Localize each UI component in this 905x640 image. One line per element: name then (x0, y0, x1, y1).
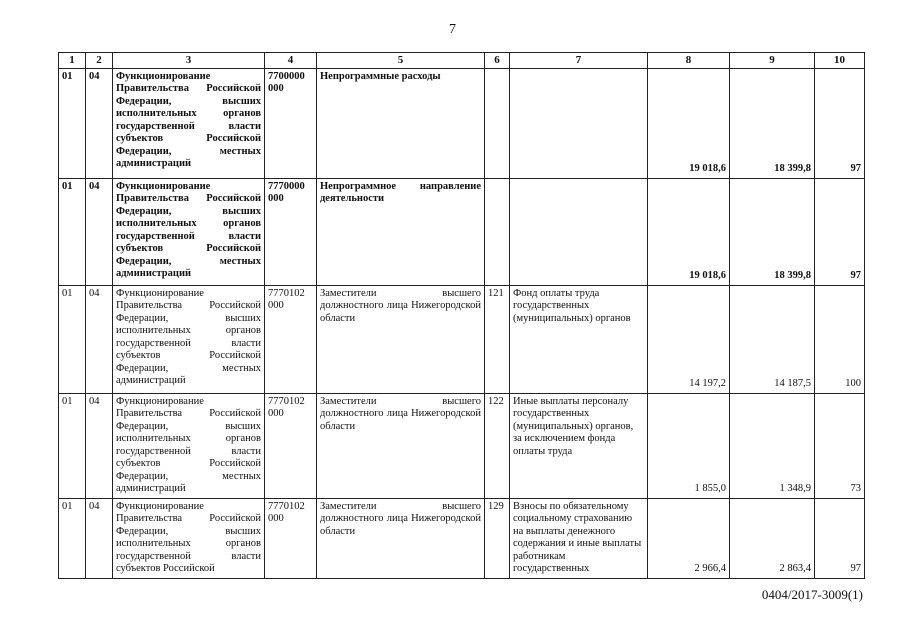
planned-amount: 19 018,6 (648, 178, 730, 285)
planned-amount: 2 966,4 (648, 498, 730, 578)
function-name: Функционирование Правительства Российской Федерации, высших исполнительных органов государственной власти субъектов Российской Федерации, местных администраций (113, 393, 265, 498)
header-cell: 5 (317, 53, 485, 69)
planned-amount: 14 197,2 (648, 285, 730, 393)
subsection-code: 04 (86, 285, 113, 393)
type-name: Фонд оплаты труда государственных (муниципальных) органов (510, 285, 648, 393)
section-code: 01 (59, 285, 86, 393)
budget-table (58, 52, 865, 579)
planned-amount: 1 855,0 (648, 393, 730, 498)
actual-amount: 18 399,8 (730, 68, 815, 178)
type-code: 122 (485, 393, 510, 498)
target-code: 7700000 000 (265, 68, 317, 178)
type-name (510, 178, 648, 285)
table-row (59, 498, 865, 578)
section-code: 01 (59, 393, 86, 498)
subsection-code: 04 (86, 498, 113, 578)
actual-amount: 1 348,9 (730, 393, 815, 498)
type-name (510, 68, 648, 178)
header-cell: 4 (265, 53, 317, 69)
table-row (59, 393, 865, 498)
target-code: 7770102 000 (265, 498, 317, 578)
type-name: Взносы по обязательному социальному страхованию на выплаты денежного содержания и иные выплаты работникам государственных (510, 498, 648, 578)
planned-amount: 19 018,6 (648, 68, 730, 178)
type-code (485, 68, 510, 178)
expense-name: Непрограммное направление деятельности (317, 178, 485, 285)
function-name: Функционирование Правительства Российской Федерации, высших исполнительных органов государственной власти субъектов Российской Федерации, местных администраций (113, 285, 265, 393)
percent: 97 (815, 68, 865, 178)
expense-name: Заместители высшего должностного лица Нижегородской области (317, 498, 485, 578)
section-code: 01 (59, 498, 86, 578)
header-cell: 3 (113, 53, 265, 69)
type-code (485, 178, 510, 285)
actual-amount: 14 187,5 (730, 285, 815, 393)
header-cell: 8 (648, 53, 730, 69)
type-code: 121 (485, 285, 510, 393)
expense-name: Заместители высшего должностного лица Нижегородской области (317, 393, 485, 498)
page-number: 7 (449, 22, 456, 37)
subsection-code: 04 (86, 178, 113, 285)
header-cell: 10 (815, 53, 865, 69)
target-code: 7770000 000 (265, 178, 317, 285)
section-code: 01 (59, 68, 86, 178)
actual-amount: 18 399,8 (730, 178, 815, 285)
actual-amount: 2 863,4 (730, 498, 815, 578)
subsection-code: 04 (86, 68, 113, 178)
type-code: 129 (485, 498, 510, 578)
header-cell: 7 (510, 53, 648, 69)
header-cell: 6 (485, 53, 510, 69)
function-name: Функционирование Правительства Российской Федерации, высших исполнительных органов государственной власти субъектов Российской Федерации, местных администраций (113, 68, 265, 178)
table-row (59, 285, 865, 393)
table-row (59, 178, 865, 285)
document-code: 0404/2017-3009(1) (761, 587, 863, 602)
table-row (59, 68, 865, 178)
section-code: 01 (59, 178, 86, 285)
percent: 97 (815, 178, 865, 285)
header-row (59, 53, 865, 69)
header-cell: 1 (59, 53, 86, 69)
function-name: Функционирование Правительства Российской Федерации, высших исполнительных органов государственной власти субъектов Российской (113, 498, 265, 578)
expense-name: Непрограммные расходы (317, 68, 485, 178)
header-cell: 2 (86, 53, 113, 69)
header-cell: 9 (730, 53, 815, 69)
target-code: 7770102 000 (265, 285, 317, 393)
expense-name: Заместители высшего должностного лица Нижегородской области (317, 285, 485, 393)
function-name: Функционирование Правительства Российской Федерации, высших исполнительных органов государственной власти субъектов Российской Федерации, местных администраций (113, 178, 265, 285)
target-code: 7770102 000 (265, 393, 317, 498)
subsection-code: 04 (86, 393, 113, 498)
percent: 100 (815, 285, 865, 393)
percent: 73 (815, 393, 865, 498)
percent: 97 (815, 498, 865, 578)
type-name: Иные выплаты персоналу государственных (муниципальных) органов, за исключением фонда оплаты труда (510, 393, 648, 498)
